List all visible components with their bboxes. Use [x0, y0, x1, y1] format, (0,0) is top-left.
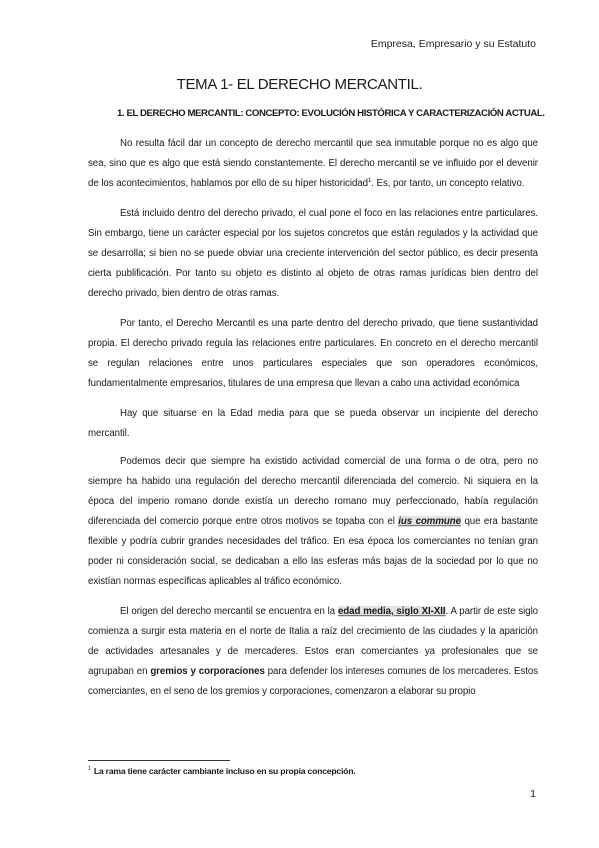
footnote-divider — [88, 760, 230, 761]
paragraph-6 — [88, 602, 538, 702]
paragraph-4: Hay que situarse en la Edad media para que se pueda observar un incipiente del derecho mercantil. — [88, 408, 538, 439]
highlight-ius-commune: ius commune — [398, 516, 461, 527]
highlight-gremios: gremios y corporaciones — [150, 666, 265, 677]
paragraph-1 — [88, 134, 538, 194]
footnote-text: La rama tiene carácter cambiante incluso en su propia concepción. — [93, 766, 356, 776]
highlight-edad-media: edad media, siglo XI-XII — [337, 606, 446, 617]
paragraph-6-text: El origen del derecho mercantil se encuentra en la — [120, 606, 338, 617]
paragraph-3: Por tanto, el Derecho Mercantil es una parte dentro del derecho privado, que tiene sustantividad propia. El derecho privado regula las relaciones entre particulares. En concreto en el derecho mercantil se regulan relaciones entre unos particulares especiales que son operadores económicos, fundamentalmente empresarios, titulares de una empresa que llevan a cabo una actividad económica — [88, 318, 538, 389]
paragraph-1-text-end: . Es, por tanto, un concepto relativo. — [371, 178, 525, 189]
paragraph-6-text-mid: . A partir de este siglo comienza a surgir esta materia en el norte de Italia a raíz del crecimiento de las ciudades y la aparición de actividades artesanales y de mercaderes. Estos eran comerciantes ya profesionales que se agrupaban en — [88, 606, 539, 677]
running-header: Empresa, Empresario y su Estatuto — [370, 38, 536, 50]
paragraph-5-text: Podemos decir que siempre ha existido actividad comercial de una forma o de otra, pero no siempre ha habido una regulación del derecho mercantil diferenciada del comercio. Ni siquiera en la época del imperio romano donde existía un derecho romano muy perfeccionado, había regulación diferenciada del comercio porque entre otros motivos se topaba con el — [88, 456, 538, 527]
page-number: 1 — [530, 788, 536, 800]
paragraph-2: Está incluido dentro del derecho privado, el cual pone el foco en las relaciones entre particulares. Sin embargo, tiene un carácter especial por los sujetos concretos que están regulados y la actividad que se desarrolla; si bien no se puede obviar una creciente intervención del sector público, es decir presenta cierta publificación. Por tanto su objeto es distinto al objeto de otras ramas jurídicas bien dentro del derecho privado, bien dentro de otras ramas. — [88, 208, 538, 299]
paragraph-6-text-end: para defender los intereses comunes de los mercaderes. Estos comerciantes, en el seno de los gremios y corporaciones, comenzaron a elaborar su propio — [88, 666, 538, 697]
paragraph-5 — [88, 452, 538, 592]
footnote-reference[interactable]: 1 — [367, 177, 372, 184]
paragraph-1-text: No resulta fácil dar un concepto de derecho mercantil que sea inmutable porque no es algo que sea, sino que es algo que está siendo constantemente. El derecho mercantil se ve influido por el devenir de los acontecimientos, hablamos por ello de su híper historicidad — [88, 138, 538, 189]
footnote-marker: 1 — [88, 766, 91, 773]
document-body — [88, 134, 538, 712]
paragraph-5-text-end: que era bastante flexible y podría cubrir grandes necesidades del tráfico. En esa época los comerciantes no tenían gran poder ni consideración social, se dedicaban a ello las esferas más bajas de la sociedad por lo que no existían normas específicas aplicables al tráfico económico. — [88, 516, 538, 587]
page-title: TEMA 1- EL DERECHO MERCANTIL. — [176, 76, 423, 93]
section-heading: 1. EL DERECHO MERCANTIL: CONCEPTO: EVOLUCIÓN HISTÓRICA Y CARACTERIZACIÓN ACTUAL. — [117, 108, 545, 119]
footnote — [88, 766, 355, 776]
